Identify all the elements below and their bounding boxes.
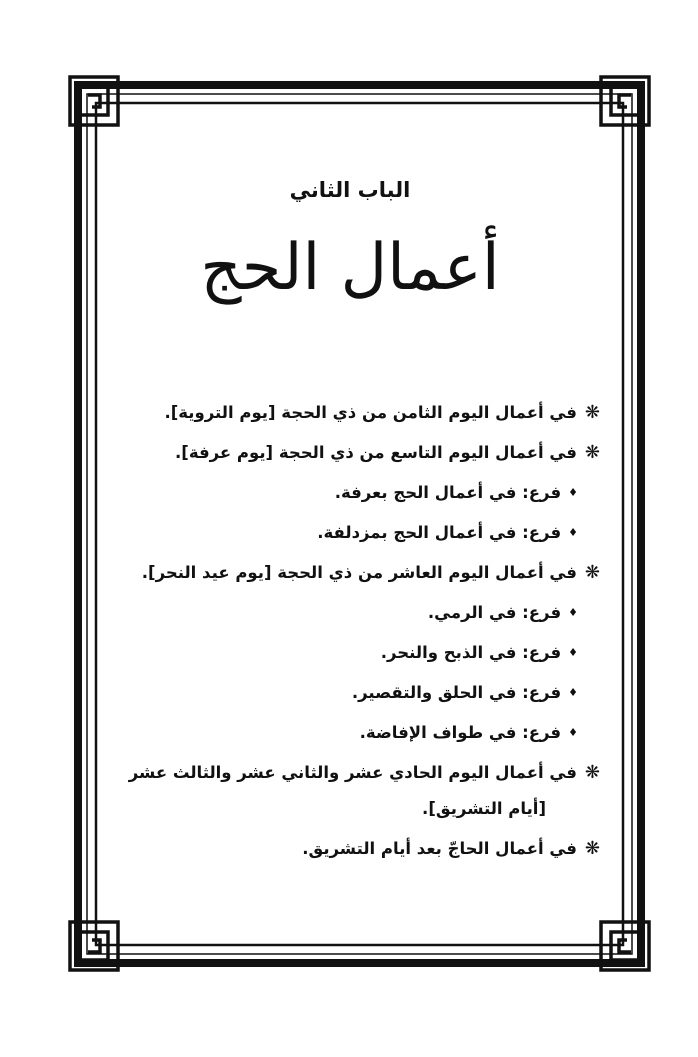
contents-main-item (120, 402, 600, 424)
contents-list (120, 402, 600, 878)
contents-main-item (120, 762, 600, 820)
asterisk-ornament-icon: ❋ (584, 442, 600, 463)
contents-sub-item (120, 682, 600, 704)
page-content (120, 150, 600, 910)
diamond-bullet-icon: ♦ (568, 526, 578, 539)
item-text: في أعمال اليوم التاسع من ذي الحجة [يوم عرفة]. (175, 443, 577, 462)
chapter-label: الباب الثاني (289, 178, 411, 202)
diamond-bullet-icon: ♦ (568, 486, 578, 499)
contents-sub-item (120, 722, 600, 744)
item-text: فرع: في الحلق والتقصير. (351, 683, 562, 702)
contents-main-item (120, 838, 600, 860)
contents-sub-item (120, 522, 600, 544)
diamond-bullet-icon: ♦ (568, 606, 578, 619)
diamond-bullet-icon: ♦ (568, 686, 578, 699)
item-continuation: [أيام التشريق]. (422, 799, 546, 818)
item-text: فرع: في الذبح والنحر. (380, 643, 562, 662)
contents-sub-item (120, 642, 600, 664)
contents-main-item (120, 442, 600, 464)
item-text: فرع: في أعمال الحج بعرفة. (334, 483, 562, 502)
item-text: فرع: في أعمال الحج بمزدلفة. (317, 523, 562, 542)
item-text: في أعمال اليوم الثامن من ذي الحجة [يوم التروية]. (164, 403, 577, 422)
contents-main-item (120, 562, 600, 584)
asterisk-ornament-icon: ❋ (584, 838, 600, 859)
item-text: فرع: في طواف الإفاضة. (359, 723, 562, 742)
asterisk-ornament-icon: ❋ (584, 762, 600, 783)
contents-sub-item (120, 602, 600, 624)
item-text: فرع: في الرمي. (427, 603, 562, 622)
diamond-bullet-icon: ♦ (568, 646, 578, 659)
item-text: في أعمال اليوم العاشر من ذي الحجة [يوم عيد النحر]. (141, 563, 577, 582)
item-text: في أعمال الحاجّ بعد أيام التشريق. (302, 839, 577, 858)
contents-sub-item (120, 482, 600, 504)
chapter-title: أعمال الحج (200, 231, 500, 305)
item-text: في أعمال اليوم الحادي عشر والثاني عشر والثالث عشر (128, 763, 577, 782)
asterisk-ornament-icon: ❋ (584, 402, 600, 423)
asterisk-ornament-icon: ❋ (584, 562, 600, 583)
diamond-bullet-icon: ♦ (568, 726, 578, 739)
